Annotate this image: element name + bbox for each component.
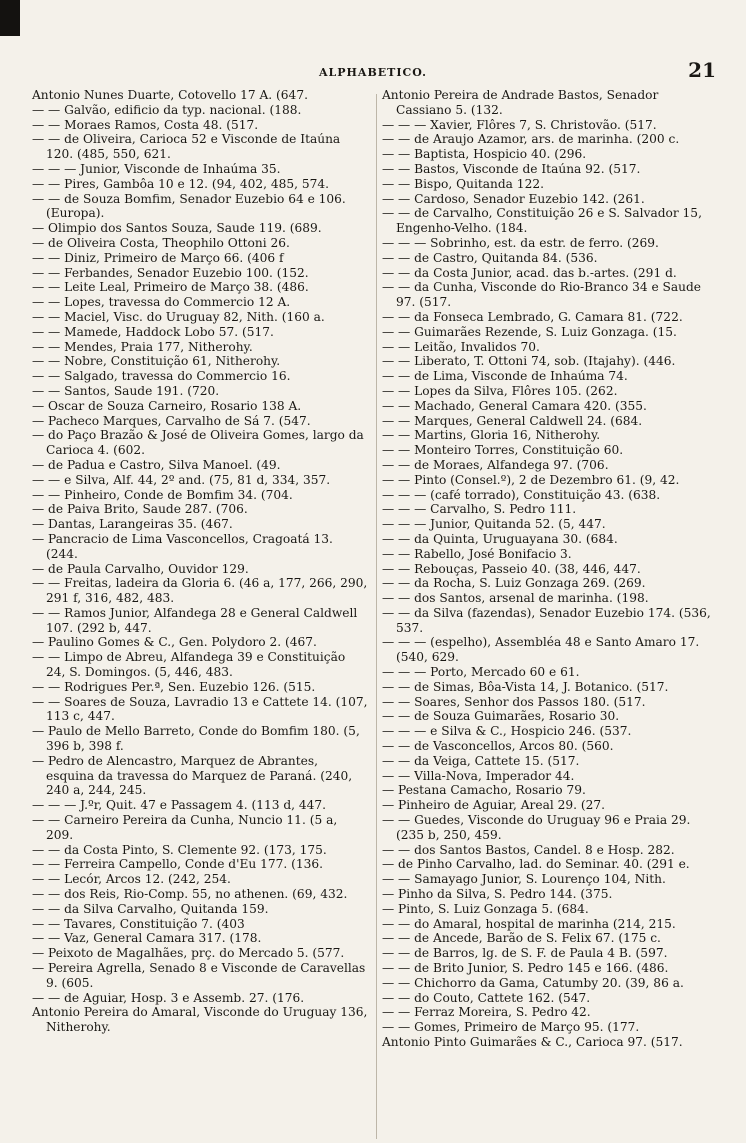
directory-entry: — — Carneiro Pereira da Cunha, Nuncio 11. (5 a, 209. bbox=[32, 813, 338, 842]
directory-entry: — — de Carvalho, Constituição 26 e S. Salvador 15, Engenho-Velho. (184. bbox=[382, 206, 702, 236]
directory-entry: Antonio Pereira do Amaral, Visconde do Uruguay 136, Nitherohy. bbox=[32, 1005, 368, 1035]
directory-entry: — — de Brito Junior, S. Pedro 145 e 166. (486. bbox=[382, 961, 669, 976]
directory-entry: — — Marques, General Caldwell 24. (684. bbox=[382, 413, 643, 428]
directory-entry: — — Mamede, Haddock Lobo 57. (517. bbox=[32, 324, 274, 339]
directory-entry: — Pereira Agrella, Senado 8 e Visconde de Caravellas 9. (605. bbox=[32, 961, 366, 990]
directory-entry: — — Chichorro da Gama, Catumby 20. (39, 86 a. bbox=[382, 975, 684, 990]
directory-entry: — — Mendes, Praia 177, Nitherohy. bbox=[32, 339, 253, 354]
directory-entry: — — Limpo de Abreu, Alfandega 39 e Constituição 24, S. Domingos. (5, 446, 483. bbox=[32, 650, 346, 680]
directory-entry: — — Gomes, Primeiro de Março 95. (177. bbox=[382, 1020, 640, 1035]
directory-entry: — — — Xavier, Flôres 7, S. Christovão. (517. bbox=[382, 117, 657, 132]
directory-entry: — — Galvão, edificio da typ. nacional. (188. bbox=[32, 102, 302, 117]
directory-entry: — — de Lima, Visconde de Inhaúma 74. bbox=[382, 369, 628, 384]
directory-entry: — de Pinho Carvalho, lad. do Seminar. 40. (291 e. bbox=[382, 857, 690, 872]
directory-entry: — de Paiva Brito, Saude 287. (706. bbox=[32, 502, 248, 517]
directory-entry: — — de Souza Guimarães, Rosario 30. bbox=[382, 709, 620, 724]
directory-entry: — Pinto, S. Luiz Gonzaga 5. (684. bbox=[382, 901, 589, 916]
directory-entry: — — Cardoso, Senador Euzebio 142. (261. bbox=[382, 191, 645, 206]
directory-entry: — — Nobre, Constituição 61, Nitherohy. bbox=[32, 354, 281, 369]
directory-entry: — — de Araujo Azamor, ars. de marinha. (200 c. bbox=[382, 132, 680, 147]
directory-entry: — — Moraes Ramos, Costa 48. (517. bbox=[32, 117, 259, 132]
directory-entry: — Pancracio de Lima Vasconcellos, Cragoatá 13. (244. bbox=[32, 531, 333, 561]
directory-entry: — — Pinheiro, Conde de Bomfim 34. (704. bbox=[32, 487, 293, 502]
directory-entry: — — de Barros, lg. de S. F. de Paula 4 B. (597. bbox=[382, 946, 668, 961]
directory-entry: — — Villa-Nova, Imperador 44. bbox=[382, 768, 575, 783]
directory-entry: — — — (café torrado), Constituição 43. (638. bbox=[382, 487, 661, 502]
directory-entry: — — de Simas, Bôa-Vista 14, J. Botanico. (517. bbox=[382, 679, 669, 694]
directory-entry: — — Samayago Junior, S. Lourenço 104, Nith. bbox=[382, 872, 666, 887]
directory-entry: — do Paço Brazão & José de Oliveira Gomes, largo da Carioca 4. (602. bbox=[32, 428, 364, 458]
directory-entry: — Peixoto de Magalhães, prç. do Mercado 5. (577. bbox=[32, 946, 345, 961]
directory-entry: — — Guedes, Visconde do Uruguay 96 e Praia 29. (235 b, 250, 459. bbox=[382, 813, 691, 842]
directory-entry: — — do Amaral, hospital de marinha (214, 215. bbox=[382, 916, 676, 931]
directory-entry: — — Lopes, travessa do Commercio 12 A. bbox=[32, 295, 291, 310]
directory-entry: — — Ferraz Moreira, S. Pedro 42. bbox=[382, 1005, 591, 1020]
directory-entry: — — Guimarães Rezende, S. Luiz Gonzaga. (15. bbox=[382, 324, 677, 339]
directory-entry: — — Monteiro Torres, Constituição 60. bbox=[382, 443, 624, 458]
directory-entry: — — — Carvalho, S. Pedro 111. bbox=[382, 502, 577, 517]
directory-entry: — — Bispo, Quitanda 122. bbox=[382, 176, 544, 191]
directory-entry: — — — e Silva & C., Hospicio 246. (537. bbox=[382, 724, 632, 739]
directory-entry: — — da Silva (fazendas), Senador Euzebio 174. (536, 537. bbox=[382, 605, 711, 635]
directory-entry: — — da Fonseca Lembrado, G. Camara 81. (722. bbox=[382, 309, 683, 324]
directory-entry: — — dos Santos Bastos, Candel. 8 e Hosp. 282. bbox=[382, 842, 675, 857]
directory-entry: — — Machado, General Camara 420. (355. bbox=[382, 398, 647, 413]
directory-entry: — — da Veiga, Cattete 15. (517. bbox=[382, 753, 580, 768]
directory-entry: — — Lopes da Silva, Flôres 105. (262. bbox=[382, 383, 618, 398]
directory-entry: — — Soares de Souza, Lavradio 13 e Cattete 14. (107, 113 c, 447. bbox=[32, 694, 368, 724]
column-divider bbox=[376, 94, 377, 1139]
directory-entry: — — — (espelho), Assembléa 48 e Santo Amaro 17. (540, 629. bbox=[382, 635, 700, 665]
directory-entry: — — da Rocha, S. Luiz Gonzaga 269. (269. bbox=[382, 576, 646, 591]
directory-entry: — Pedro de Alencastro, Marquez de Abrantes, esquina da travessa do Marquez de Paraná. (240, 240 a, 244, 245. bbox=[32, 753, 353, 798]
directory-entry: Antonio Nunes Duarte, Cotovello 17 A. (647. bbox=[32, 88, 308, 102]
directory-entry: — Dantas, Larangeiras 35. (467. bbox=[32, 517, 233, 532]
directory-entry: Antonio Pereira de Andrade Bastos, Senador Cassiano 5. (132. bbox=[382, 88, 659, 117]
directory-entry: — — Ferbandes, Senador Euzebio 100. (152. bbox=[32, 265, 309, 280]
directory-entry: — Paulo de Mello Barreto, Conde do Bomfim 180. (5, 396 b, 398 f. bbox=[32, 724, 360, 754]
directory-entry: — — Lecór, Arcos 12. (242, 254. bbox=[32, 872, 231, 887]
directory-entry: — — Ferreira Campello, Conde d'Eu 177. (136. bbox=[32, 857, 323, 872]
right-column bbox=[382, 88, 716, 1050]
directory-entry: — — Diniz, Primeiro de Março 66. (406 f bbox=[32, 250, 284, 265]
directory-entry: — — Freitas, ladeira da Gloria 6. (46 a, 177, 266, 290, 291 f, 316, 482, 483. bbox=[32, 576, 368, 606]
directory-entry: — — de Vasconcellos, Arcos 80. (560. bbox=[382, 739, 614, 754]
directory-entry: — Pacheco Marques, Carvalho de Sá 7. (547. bbox=[32, 413, 311, 428]
directory-entry: — Pinho da Silva, S. Pedro 144. (375. bbox=[382, 887, 613, 902]
directory-entry: — de Paula Carvalho, Ouvidor 129. bbox=[32, 561, 249, 576]
directory-entry: — — Tavares, Constituição 7. (403 bbox=[32, 916, 245, 931]
left-column bbox=[32, 88, 368, 1035]
directory-entry: — — — J.ºr, Quit. 47 e Passagem 4. (113 d, 447. bbox=[32, 798, 327, 813]
directory-entry: — — dos Reis, Rio-Comp. 55, no athenen. (69, 432. bbox=[32, 887, 348, 902]
directory-entry: — — Martins, Gloria 16, Nitherohy. bbox=[382, 428, 601, 443]
directory-entry: Antonio Pinto Guimarães & C., Carioca 97. (517. bbox=[382, 1035, 683, 1049]
directory-entry: — Paulino Gomes & C., Gen. Polydoro 2. (467. bbox=[32, 635, 317, 650]
directory-entry: — — Leitão, Invalidos 70. bbox=[382, 339, 540, 354]
directory-entry: — — de Castro, Quitanda 84. (536. bbox=[382, 250, 598, 265]
directory-entry: — — Pinto (Consel.º), 2 de Dezembro 61. (9, 42. bbox=[382, 472, 680, 487]
directory-entry: — — da Cunha, Visconde do Rio-Branco 34 e Saude 97. (517. bbox=[382, 280, 702, 310]
directory-entry: — — — Sobrinho, est. da estr. de ferro. (269. bbox=[382, 235, 659, 250]
directory-entry: — — Maciel, Visc. do Uruguay 82, Nith. (160 a. bbox=[32, 309, 325, 324]
directory-entry: — de Padua e Castro, Silva Manoel. (49. bbox=[32, 457, 281, 472]
directory-entry: — — Rebouças, Passeio 40. (38, 446, 447. bbox=[382, 561, 641, 576]
directory-entry: — de Oliveira Costa, Theophilo Ottoni 26. bbox=[32, 235, 290, 250]
directory-entry: — — — Porto, Mercado 60 e 61. bbox=[382, 665, 580, 680]
directory-entry: — — Bastos, Visconde de Itaúna 92. (517. bbox=[382, 161, 641, 176]
directory-entry: — — Leite Leal, Primeiro de Março 38. (486. bbox=[32, 280, 309, 295]
page-header bbox=[30, 58, 716, 86]
directory-entry: — — Vaz, General Camara 317. (178. bbox=[32, 931, 262, 946]
directory-entry: — — Soares, Senhor dos Passos 180. (517. bbox=[382, 694, 646, 709]
directory-entry: — — de Oliveira, Carioca 52 e Visconde de Itaúna 120. (485, 550, 621. bbox=[32, 132, 341, 162]
directory-entry: — — de Souza Bomfim, Senador Euzebio 64 e 106. (Europa). bbox=[32, 191, 346, 221]
directory-entry: — — dos Santos, arsenal de marinha. (198. bbox=[382, 591, 649, 606]
page-title: ALPHABETICO. bbox=[318, 66, 427, 79]
directory-entry: — Pinheiro de Aguiar, Areal 29. (27. bbox=[382, 798, 606, 813]
directory-entry: — Olimpio dos Santos Souza, Saude 119. (689. bbox=[32, 221, 322, 236]
directory-entry: — — de Ancede, Barão de S. Felix 67. (175 c. bbox=[382, 931, 661, 946]
directory-entry: — — e Silva, Alf. 44, 2º and. (75, 81 d, 334, 357. bbox=[32, 472, 331, 487]
directory-entry: — — Salgado, travessa do Commercio 16. bbox=[32, 369, 291, 384]
directory-entry: — — — Junior, Quitanda 52. (5, 447. bbox=[382, 517, 606, 532]
directory-entry: — — Rabello, José Bonifacio 3. bbox=[382, 546, 572, 561]
directory-entry: — Oscar de Souza Carneiro, Rosario 138 A. bbox=[32, 398, 302, 413]
directory-entry: — — Santos, Saude 191. (720. bbox=[32, 383, 220, 398]
directory-entry: — — da Costa Pinto, S. Clemente 92. (173, 175. bbox=[32, 842, 327, 857]
directory-entry: — — Liberato, T. Ottoni 74, sob. (Itajahy). (446. bbox=[382, 354, 676, 369]
directory-entry: — Pestana Camacho, Rosario 79. bbox=[382, 783, 586, 798]
directory-entry: — — Baptista, Hospicio 40. (296. bbox=[382, 147, 587, 162]
directory-entry: — — de Aguiar, Hosp. 3 e Assemb. 27. (176. bbox=[32, 990, 305, 1005]
page-edge-mark bbox=[0, 0, 20, 36]
directory-entry: — — da Silva Carvalho, Quitanda 159. bbox=[32, 901, 269, 916]
page-number: 21 bbox=[688, 58, 716, 82]
directory-entry: — — de Moraes, Alfandega 97. (706. bbox=[382, 457, 609, 472]
directory-entry: — — do Couto, Cattete 162. (547. bbox=[382, 990, 591, 1005]
directory-entry: — — Rodrigues Per.ª, Sen. Euzebio 126. (515. bbox=[32, 679, 316, 694]
directory-entry: — — da Quinta, Uruguayana 30. (684. bbox=[382, 531, 618, 546]
directory-entry: — — Pires, Gambôa 10 e 12. (94, 402, 485, 574. bbox=[32, 176, 329, 191]
directory-entry: — — da Costa Junior, acad. das b.-artes. (291 d. bbox=[382, 265, 677, 280]
directory-entry: — — Ramos Junior, Alfandega 28 e General Caldwell 107. (292 b, 447. bbox=[32, 605, 358, 635]
directory-entry: — — — Junior, Visconde de Inhaúma 35. bbox=[32, 161, 281, 176]
